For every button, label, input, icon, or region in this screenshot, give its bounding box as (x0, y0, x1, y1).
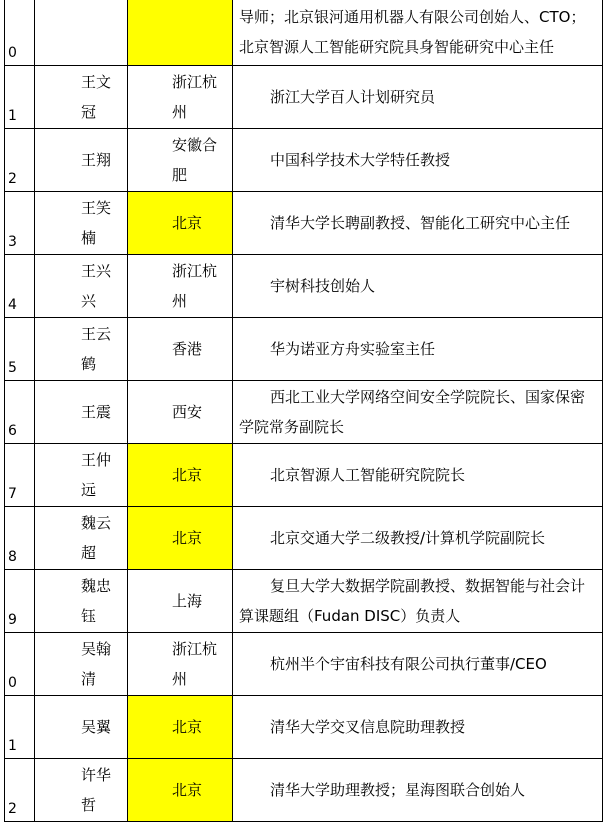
row-index: 5 (5, 318, 35, 381)
row-index: 8 (5, 507, 35, 570)
person-name: 吴翰清 (81, 640, 112, 688)
role-cell (233, 0, 603, 66)
location-text: 北京 (172, 214, 203, 232)
role-text: 清华大学助理教授；星海图联合创始人 (270, 781, 526, 799)
name-cell (35, 0, 128, 66)
row-index: 3 (5, 192, 35, 255)
role-text: 浙江大学百人计划研究员 (270, 88, 436, 106)
name-cell (35, 192, 128, 255)
role-text: 杭州半个宇宙科技有限公司执行董事/CEO (270, 655, 547, 673)
role-cell (233, 507, 603, 570)
table-row (5, 255, 603, 318)
role-cell (233, 570, 603, 633)
row-index: 7 (5, 444, 35, 507)
table-row (5, 696, 603, 759)
row-index: 9 (5, 570, 35, 633)
person-name: 魏云超 (81, 514, 112, 562)
table-row (5, 381, 603, 444)
location-cell (128, 381, 233, 444)
role-cell (233, 255, 603, 318)
name-cell (35, 696, 128, 759)
name-cell (35, 570, 128, 633)
location-text: 香港 (172, 340, 203, 358)
location-text: 上海 (172, 592, 203, 610)
person-name: 王震 (81, 403, 112, 421)
role-text: 西北工业大学网络空间安全学院院长、国家保密学院常务副院长 (239, 388, 586, 436)
person-name: 王文冠 (81, 73, 112, 121)
row-index: 2 (5, 129, 35, 192)
table-row (5, 759, 603, 822)
location-text: 西安 (172, 403, 203, 421)
role-cell (233, 318, 603, 381)
location-text: 浙江杭州 (172, 73, 218, 121)
role-text: 清华大学长聘副教授、智能化工研究中心主任 (270, 214, 571, 232)
table-row (5, 570, 603, 633)
person-name: 王翔 (81, 151, 112, 169)
location-cell (128, 759, 233, 822)
person-name: 吴翼 (81, 718, 112, 736)
name-cell (35, 66, 128, 129)
personnel-table (4, 0, 603, 822)
person-name: 王兴兴 (81, 262, 112, 310)
table-row (5, 633, 603, 696)
table-row (5, 129, 603, 192)
role-cell (233, 129, 603, 192)
location-text: 北京 (172, 529, 203, 547)
role-cell (233, 381, 603, 444)
location-cell (128, 0, 233, 66)
table-row (5, 66, 603, 129)
name-cell (35, 381, 128, 444)
name-cell (35, 255, 128, 318)
table-body (5, 0, 603, 822)
role-text: 导师；北京银河通用机器人有限公司创始人、CTO；北京智源人工智能研究院具身智能研究中心主任 (239, 8, 586, 56)
location-cell (128, 66, 233, 129)
table-row (5, 192, 603, 255)
role-cell (233, 696, 603, 759)
name-cell (35, 633, 128, 696)
role-text: 北京交通大学二级教授/计算机学院副院长 (270, 529, 546, 547)
name-cell (35, 129, 128, 192)
person-name: 王云鹤 (81, 325, 112, 373)
location-text: 北京 (172, 781, 203, 799)
role-cell (233, 66, 603, 129)
role-text: 宇树科技创始人 (270, 277, 376, 295)
role-text: 中国科学技术大学特任教授 (270, 151, 451, 169)
location-text: 北京 (172, 466, 203, 484)
name-cell (35, 759, 128, 822)
person-name: 王仲远 (81, 451, 112, 499)
name-cell (35, 318, 128, 381)
table-row (5, 444, 603, 507)
location-cell (128, 633, 233, 696)
table-row (5, 507, 603, 570)
name-cell (35, 507, 128, 570)
role-text: 北京智源人工智能研究院院长 (270, 466, 466, 484)
location-cell (128, 255, 233, 318)
person-name: 许华哲 (81, 766, 112, 814)
role-text: 清华大学交叉信息院助理教授 (270, 718, 466, 736)
location-cell (128, 192, 233, 255)
location-cell (128, 570, 233, 633)
name-cell (35, 444, 128, 507)
location-cell (128, 444, 233, 507)
row-index: 1 (5, 66, 35, 129)
row-index: 0 (5, 0, 35, 66)
role-cell (233, 444, 603, 507)
row-index: 4 (5, 255, 35, 318)
location-text: 浙江杭州 (172, 640, 218, 688)
location-cell (128, 507, 233, 570)
person-name: 王笑楠 (81, 199, 112, 247)
role-text: 复旦大学大数据学院副教授、数据智能与社会计算课题组（Fudan DISC）负责人 (239, 577, 586, 625)
role-cell (233, 759, 603, 822)
location-text: 安徽合肥 (172, 136, 218, 184)
location-cell (128, 129, 233, 192)
location-text: 浙江杭州 (172, 262, 218, 310)
person-name: 魏忠钰 (81, 577, 112, 625)
table-row (5, 318, 603, 381)
row-index: 1 (5, 696, 35, 759)
role-cell (233, 633, 603, 696)
location-cell (128, 696, 233, 759)
location-text: 北京 (172, 718, 203, 736)
location-cell (128, 318, 233, 381)
table-row (5, 0, 603, 66)
role-text: 华为诺亚方舟实验室主任 (270, 340, 436, 358)
row-index: 6 (5, 381, 35, 444)
row-index: 0 (5, 633, 35, 696)
role-cell (233, 192, 603, 255)
row-index: 2 (5, 759, 35, 822)
